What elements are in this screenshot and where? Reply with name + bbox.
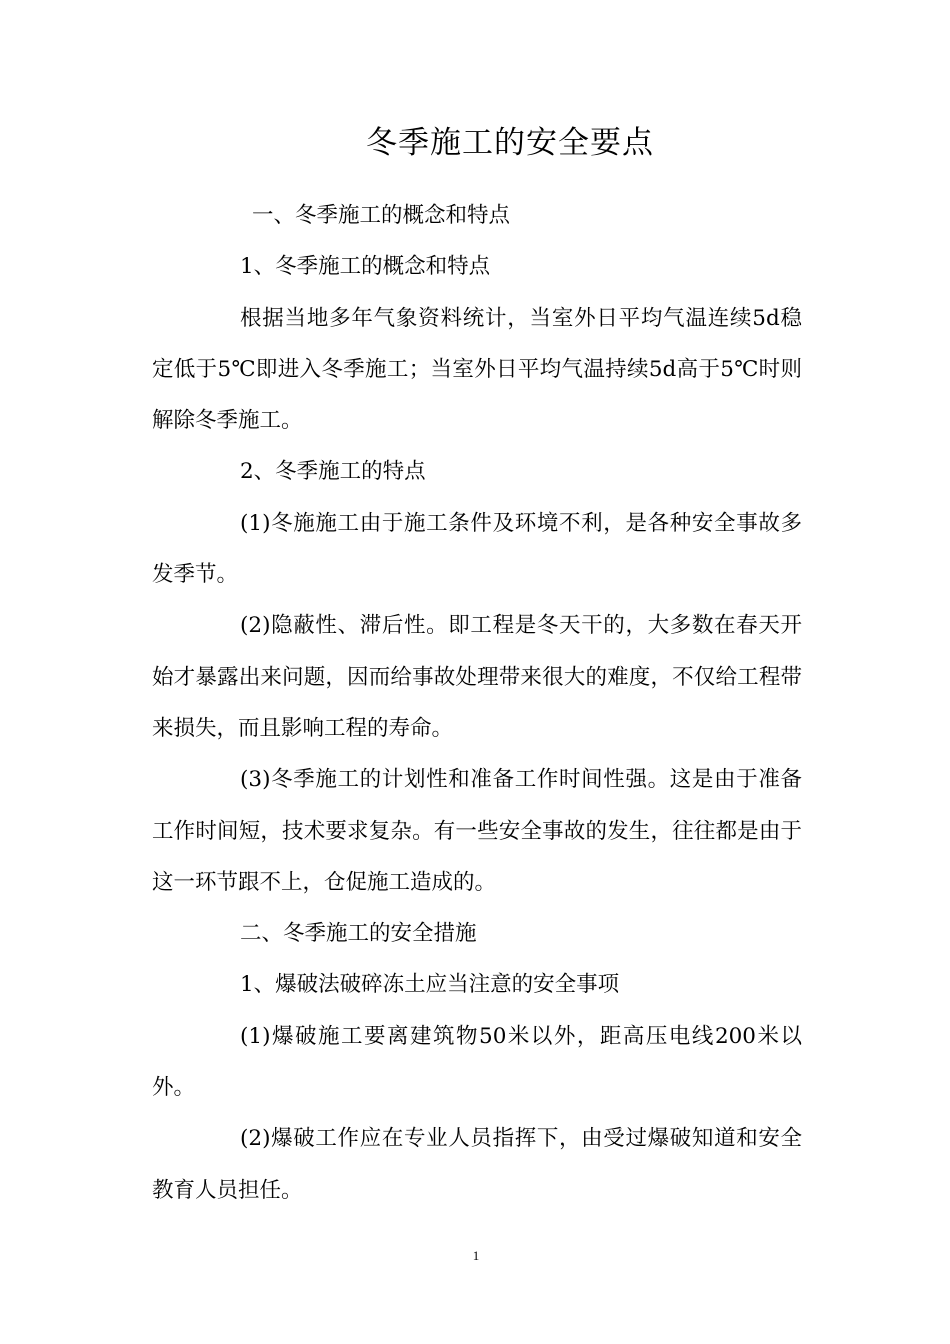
paragraph: (2)隐蔽性、滞后性。即工程是冬天干的，大多数在春天开始才暴露出来问题，因而给事故处理带来很大的难度，不仅给工程带来损失，而且影响工程的寿命。 <box>152 613 802 741</box>
paragraph: (1)冬施施工由于施工条件及环境不利，是各种安全事故多发季节。 <box>152 510 802 588</box>
section-heading-1: 一、冬季施工的概念和特点 <box>252 203 511 228</box>
section-heading-2: 二、冬季施工的安全措施 <box>240 921 477 947</box>
page-number: 1 <box>472 1248 480 1263</box>
paragraph: (3)冬季施工的计划性和准备工作时间性强。这是由于准备工作时间短，技术要求复杂。有一些安全事故的发生，往往都是由于这一环节跟不上，仓促施工造成的。 <box>152 767 802 895</box>
document-body <box>152 190 802 1216</box>
paragraph: 根据当地多年气象资料统计，当室外日平均气温连续5d稳定低于5℃即进入冬季施工；当室外日平均气温持续5d高于5℃时则解除冬季施工。 <box>152 305 802 434</box>
document-title: 冬季施工的安全要点 <box>366 125 654 161</box>
paragraph: (1)爆破施工要离建筑物50米以外，距高压电线200米以外。 <box>152 1023 802 1101</box>
subheading: 2、冬季施工的特点 <box>240 459 426 485</box>
subheading: 1、冬季施工的概念和特点 <box>240 254 491 280</box>
paragraph: (2)爆破工作应在专业人员指挥下，由受过爆破知道和安全教育人员担任。 <box>152 1126 802 1203</box>
subheading: 1、爆破法破碎冻土应当注意的安全事项 <box>240 972 620 998</box>
